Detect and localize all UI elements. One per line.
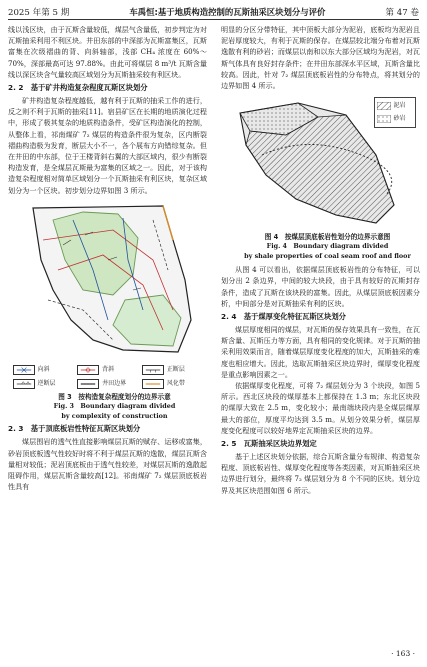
section-heading: 2. 2 基于矿井构造复杂程度瓦斯区块划分 [8,83,148,93]
page-number: · 163 · [391,649,415,658]
right-column [221,24,420,496]
figure-3 [13,200,203,390]
paragraph: 线以浅区块，由于瓦斯含量较低，煤层气含量低，初步判定为对瓦斯抽采利用不利区块。井田东部的中深部为瓦斯富集区，瓦斯富集在次级褶曲的背、向斜轴部，浅部 CH₄ 浓度在 60%～70%，深部最高可达 97.88%。由此可将煤层 8 m³/t 瓦斯含量线以深区块含气量较高区域划分为瓦斯抽采较有利区块。 [8,25,207,79]
figure-3-caption: 图 3 按构造复杂程度划分的边界示意 [58,393,171,402]
figure-4-legend [374,97,416,127]
figure-4-caption: 图 4 按煤层顶底板岩性划分的边界示意图 [264,233,391,242]
paragraph: 矿井构造复杂程度越低，越有利于瓦斯的抽采工作的进行，反之则不利于瓦斯的抽采[11]。宿县矿区在长期的地质演化过程中，形成了极其复杂的地质构造条件，受矿区构造演化的控制，从整体上看，祁南煤矿 7₂ 煤层的构造条件很为复杂，区内断裂褶曲构造极为发育，断层大小不一，各个展布方向错综复杂。但在井田的中东部，位于王楼背斜右翼的大部区域内，很少有断裂构造发育，是全煤层瓦斯最为富集的区域之一。因此，对于该构造复杂程度相对简单区域划分一个瓦斯抽采有利区块，复杂区域划分为一个区块。初步划分边界如图 3 所示。 [8,96,207,195]
legend-item: 向斜 [13,364,74,375]
reverse-fault-symbol-icon [13,379,35,389]
legend-item: 正断层 [142,364,203,375]
section-heading: 2. 4 基于煤厚变化特征瓦斯区块划分 [221,312,346,322]
figure-3-caption-en: by complexity of construction [61,411,168,420]
mine-boundary-symbol-icon [77,379,99,389]
legend-item: 井田边界 [77,378,138,389]
legend-item: 风化带 [142,378,203,389]
figure-3-caption-en: Fig. 3 Boundary diagram divided [53,402,176,411]
mudstone-swatch-icon [377,102,391,110]
legend-item: 砂岩 [377,113,413,124]
anticline-symbol-icon [77,365,99,375]
section-heading: 2. 3 基于顶底板岩性特征瓦斯区块划分 [8,424,141,434]
paragraph: 基于上述区块划分依据，综合瓦斯含量分布规律、构造复杂程度、顶底板岩性、煤厚变化程度等各类因素，对瓦斯抽采区块边界进行划分，最终将 7₂ 煤层划分为 8 个不同的区块。划分边界及其区块范围如图 6 所示。 [221,452,420,495]
weathered-zone-symbol-icon [142,379,164,389]
paragraph: 从图 4 可以看出，依据煤层顶底板岩性的分布特征，可以划分出 2 条边界，中间的较大块段，由于具有较好的瓦斯封存条件，造成了瓦斯在该块段的富集。因此，从煤层顶底板因素分析，中间部分是对瓦斯抽采有利的区块。 [221,265,420,308]
section-heading: 2. 5 瓦斯抽采区块边界划定 [221,439,317,449]
left-column [8,24,207,492]
sandstone-swatch-icon [377,115,391,123]
figure-3-map [13,200,203,358]
normal-fault-symbol-icon [142,365,164,375]
figure-4-caption-en: by shale properties of coal seam roof and floor [244,251,411,260]
paragraph: 煤层围岩的透气性直接影响煤层瓦斯的赋存、运移或富集，砂岩顶底板透气性较好时将不利于煤层瓦斯的逸散，煤层瓦斯含量相对较低；泥岩顶底板由于透气性较差，对煤层瓦斯的逸散起阻碍作用，煤层瓦斯含量较高[12]。祁南煤矿 7₂ 煤层顶底板岩性具有 [8,437,207,492]
paragraph: 依据煤厚变化程度，可将 7₂ 煤层划分为 3 个块段，如图 5 所示。西北区块段的煤厚基本上都保持在 1.3 m；东北区块段的煤厚大致在 2.5 m，变化较小；最南端块段内是全煤层煤厚最大的部位，厚度平均达到 3.5 m。从划分效果分析，煤层厚度变化程度可以较好地界定瓦斯抽采区块的边界。 [221,381,420,435]
paragraph: 煤层厚度相同的煤层，对瓦斯的保存效果具有一致性，在瓦斯含量、瓦斯压力等方面，具有相同的变化规律。对于瓦斯的抽采利用效果而言，随着煤层厚度变化程度的加大，瓦斯抽采的难度也相应增大。因此，选取瓦斯抽采区块边界时，煤厚变化程度是重点影响因素之一。 [221,325,420,379]
legend-item: 背斜 [77,364,138,375]
issue-label: 2025 年第 5 期 [8,7,70,18]
figure-4-caption-en: Fig. 4 Boundary diagram divided [266,242,389,251]
figure-3-legend [13,364,203,389]
syncline-symbol-icon [13,365,35,375]
volume-label: 第 47 卷 [385,7,419,18]
paragraph: 明显的分区分带特征，其中顶板大部分为泥岩，底板均为泥岩且泥岩厚度较大，有利于瓦斯的保存。在煤层较北端分布着对瓦斯逸散有利的砂岩；而煤层以南和以东大部分区域均为泥岩，对瓦斯气体具有良好封存条件；在井田东部深水平区域，瓦斯含量比较高。因此，针对 7₂ 煤层顶底板岩性的分布特点，将其划分的边界如图 4 所示。 [221,25,420,91]
legend-item: 逆断层 [13,378,74,389]
running-title: 车禹恒:基于地质构造控制的瓦斯抽采区块划分与评价 [129,6,326,17]
page-header [8,6,419,20]
legend-item: 泥岩 [377,100,413,111]
figure-4 [226,95,416,229]
